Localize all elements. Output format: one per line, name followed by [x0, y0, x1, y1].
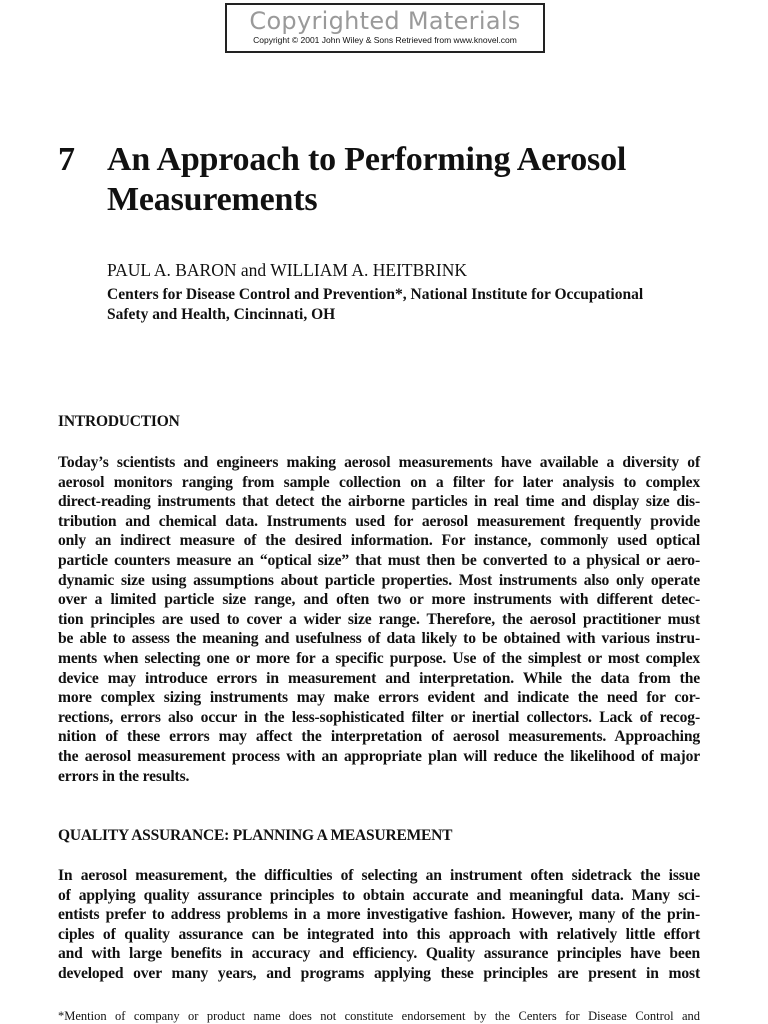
- paragraph-line: device may introduce errors in measurement and interpretation. While the data from the: [58, 669, 700, 687]
- affiliation-line-2: Safety and Health, Cincinnati, OH: [107, 306, 336, 323]
- paragraph-line: tribution and chemical data. Instruments used for aerosol measurement frequently provide: [58, 512, 700, 530]
- chapter-number: 7: [58, 141, 75, 178]
- paragraph-line: only an indirect measure of the desired information. For instance, commonly used optical: [58, 532, 700, 550]
- paragraph-line: of applying quality assurance principles to obtain accurate and meaningful data. Many sci-: [58, 886, 700, 904]
- quality-assurance-paragraph: [58, 866, 700, 984]
- footnote: *Mention of company or product name does not constitute endorsement by the Centers for Disease Control and: [58, 1009, 700, 1023]
- paragraph-line: nition of these errors may affect the interpretation of aerosol measurements. Approaching: [58, 728, 700, 746]
- paragraph-line: particle counters measure an “optical size” that must then be converted to a physical or aero-: [58, 551, 700, 569]
- paragraph-line: the aerosol measurement process with an appropriate plan will reduce the likelihood of major: [58, 747, 700, 765]
- paragraph-line: rections, errors also occur in the less-sophisticated filter or inertial collectors. Lack of recog-: [58, 708, 700, 726]
- paragraph-line: tion principles are used to cover a wider size range. Therefore, the aerosol practitioner must: [58, 610, 700, 628]
- paragraph-line: direct-reading instruments that detect the airborne particles in real time and display size dis-: [58, 493, 700, 511]
- paragraph-line: be able to assess the meaning and usefulness of data likely to be obtained with various instru-: [58, 630, 700, 648]
- chapter-title-line-1: An Approach to Performing Aerosol: [107, 141, 627, 178]
- paragraph-line: errors in the results.: [58, 767, 190, 785]
- chapter-title-line-2: Measurements: [107, 181, 318, 218]
- paragraph-line: more complex sizing instruments may make errors evident and indicate the need for cor-: [58, 689, 700, 707]
- chapter-title: [107, 140, 727, 220]
- paragraph-line: over a limited particle size range, and often two or more instruments with different detec-: [58, 591, 700, 609]
- section-heading-introduction: INTRODUCTION: [58, 413, 180, 430]
- paragraph-line: developed over many years, and programs applying these principles are present in most: [58, 964, 700, 982]
- paragraph-line: entists prefer to address problems in a more investigative fashion. However, many of the prin-: [58, 906, 700, 924]
- paragraph-line: In aerosol measurement, the difficulties of selecting an instrument often sidetrack the issue: [58, 867, 700, 884]
- authors: PAUL A. BARON and WILLIAM A. HEITBRINK: [107, 260, 468, 280]
- paragraph-line: and with large benefits in accuracy and efficiency. Quality assurance principles have been: [58, 945, 700, 963]
- paragraph-line: aerosol monitors ranging from sample collection on a filter for later analysis to complex: [58, 473, 700, 491]
- paragraph-line: dynamic size using assumptions about particle properties. Most instruments also only operate: [58, 571, 700, 589]
- paragraph-line: ciples of quality assurance can be integrated into this approach with relatively little effort: [58, 925, 700, 943]
- banner-title: Copyrighted Materials: [249, 7, 521, 35]
- section-heading-quality-assurance: QUALITY ASSURANCE: PLANNING A MEASUREMENT: [58, 827, 453, 844]
- affiliation: [107, 285, 707, 325]
- affiliation-line-1: Centers for Disease Control and Prevention*, National Institute for Occupational: [107, 286, 644, 303]
- paragraph-line: Today’s scientists and engineers making aerosol measurements have available a diversity of: [58, 454, 700, 471]
- banner-subtitle: Copyright © 2001 John Wiley & Sons Retrieved from www.knovel.com: [253, 35, 517, 45]
- introduction-paragraph: [58, 453, 700, 786]
- paragraph-line: ments when selecting one or more for a specific purpose. Use of the simplest or most complex: [58, 649, 700, 667]
- copyright-banner: [225, 3, 545, 53]
